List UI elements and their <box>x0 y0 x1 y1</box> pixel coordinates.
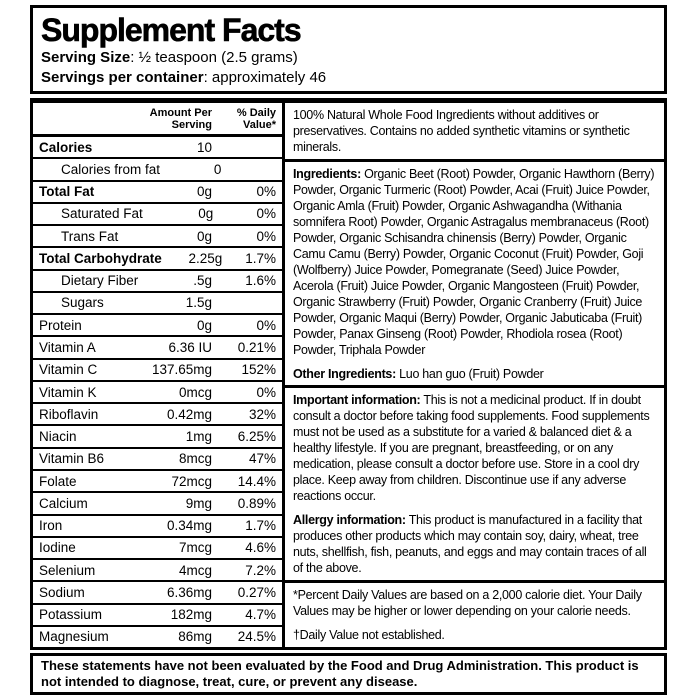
nutrient-daily-value: 7.2% <box>245 562 276 578</box>
table-row <box>33 137 282 157</box>
nutrient-amount: 0g <box>196 184 212 200</box>
serving-size-value: : ½ teaspoon (2.5 grams) <box>130 49 298 66</box>
section-natural-claim <box>285 103 664 162</box>
nutrient-amount: 6.36mg <box>166 584 212 600</box>
table-row <box>33 536 282 558</box>
table-row <box>33 580 282 602</box>
important-information-text: This is not a medicinal product. If in doubt consult a doctor before taking food supplements. Food supplements must not be used as a substitute for a varied & balanced diet & a healthy lifestyle. If you are pregnant, breastfeeding, or on any medication, please consult a doctor before use. Store in a cool dry place. Keep away from children. Discontinue use if any adverse reactions occur. <box>293 393 650 504</box>
table-row <box>33 514 282 536</box>
nutrient-amount: 86mg <box>178 629 212 645</box>
nutrient-name: Niacin <box>39 429 77 445</box>
nutrient-daily-value: 47% <box>248 451 276 467</box>
info-column <box>285 103 664 647</box>
section-ingredients <box>285 162 664 388</box>
table-row <box>33 491 282 513</box>
fda-disclaimer-box <box>30 653 667 695</box>
nutrient-amount: 7mcg <box>178 540 212 556</box>
table-row <box>33 558 282 580</box>
other-ingredients-paragraph <box>293 366 656 382</box>
nutrient-amount: 9mg <box>185 495 212 511</box>
table-row <box>33 224 282 246</box>
dagger-footnote: †Daily Value not established. <box>293 628 445 642</box>
nutrient-amount: 10 <box>196 139 212 155</box>
table-row <box>33 358 282 380</box>
table-row <box>33 469 282 491</box>
nutrient-daily-value: 6.25% <box>237 429 276 445</box>
nutrient-name: Trans Fat <box>61 228 119 244</box>
ingredients-label: Ingredients: <box>293 167 361 181</box>
nutrient-daily-value: 24.5% <box>237 629 276 645</box>
nutrient-name: Riboflavin <box>39 406 99 422</box>
nutrient-amount: 1.5g <box>185 295 212 311</box>
nutrient-daily-value: 4.6% <box>245 540 276 556</box>
nutrient-name: Sugars <box>61 295 104 311</box>
nutrient-name: Saturated Fat <box>61 206 143 222</box>
column-header-amount: Amount Per Serving <box>149 107 212 131</box>
table-row <box>33 424 282 446</box>
section-footnotes <box>285 583 664 647</box>
nutrient-amount: 0g <box>196 228 212 244</box>
nutrient-name: Magnesium <box>39 629 109 645</box>
nutrient-name: Calories <box>39 139 93 155</box>
nutrient-amount: 0g <box>198 206 214 222</box>
table-row <box>33 202 282 224</box>
table-row <box>33 157 282 179</box>
nutrient-daily-value: 0.21% <box>237 340 276 356</box>
table-row <box>33 269 282 291</box>
nutrient-name: Vitamin B6 <box>39 451 105 467</box>
natural-claim-text: 100% Natural Whole Food Ingredients without additives or preservatives. Contains no added synthetic vitamins or synthetic minerals. <box>293 108 630 154</box>
page-title: Supplement Facts <box>41 12 301 48</box>
nutrient-amount: 137.65mg <box>151 362 212 378</box>
table-row <box>33 603 282 625</box>
nutrient-amount: 6.36 IU <box>168 340 212 356</box>
nutrient-name: Folate <box>39 473 77 489</box>
nutrient-amount: 0 <box>213 161 222 177</box>
table-row <box>33 313 282 335</box>
nutrient-name: Calcium <box>39 495 88 511</box>
nutrient-amount: 2.25g <box>188 250 223 266</box>
servings-per-container-line <box>41 69 654 87</box>
table-row <box>33 291 282 313</box>
table-row <box>33 180 282 202</box>
nutrient-name: Selenium <box>39 562 96 578</box>
nutrient-daily-value: 152% <box>241 362 276 378</box>
nutrient-name: Total Fat <box>39 184 95 200</box>
table-row <box>33 625 282 647</box>
nutrient-name: Potassium <box>39 607 103 623</box>
table-header-row <box>33 103 282 137</box>
nutrient-daily-value: 14.4% <box>237 473 276 489</box>
important-information-label: Important information: <box>293 393 421 408</box>
serving-size-line <box>41 49 654 67</box>
nutrient-name: Total Carbohydrate <box>39 250 162 266</box>
nutrient-daily-value: 0% <box>256 317 276 333</box>
nutrient-daily-value: 1.6% <box>245 273 276 289</box>
allergy-information-paragraph <box>293 512 656 576</box>
nutrient-daily-value: 0.89% <box>237 495 276 511</box>
ingredients-paragraph <box>293 166 656 358</box>
nutrient-name: Calories from fat <box>61 161 161 177</box>
column-header-daily-value: % Daily Value* <box>236 107 276 131</box>
nutrient-amount: 8mcg <box>178 451 212 467</box>
nutrient-daily-value: 1.7% <box>245 518 276 534</box>
label-header <box>30 5 667 94</box>
table-row <box>33 402 282 424</box>
nutrient-amount: 0mcg <box>178 384 212 400</box>
nutrient-daily-value: 0% <box>256 206 276 222</box>
nutrient-daily-value: 0% <box>256 184 276 200</box>
main-panel <box>30 98 667 650</box>
nutrient-daily-value: 0.27% <box>237 584 276 600</box>
other-ingredients-text: Luo han guo (Fruit) Powder <box>399 367 544 381</box>
nutrient-daily-value: 1.7% <box>245 250 276 266</box>
nutrient-daily-value: 4.7% <box>245 607 276 623</box>
nutrient-amount: 0g <box>196 317 212 333</box>
nutrient-amount: .5g <box>193 273 212 289</box>
nutrient-name: Vitamin A <box>39 340 96 356</box>
table-row <box>33 246 282 268</box>
important-information-paragraph <box>293 392 656 504</box>
nutrient-name: Vitamin K <box>39 384 97 400</box>
nutrient-daily-value: 0% <box>256 384 276 400</box>
nutrient-amount: 72mcg <box>171 473 212 489</box>
daily-value-footnote: *Percent Daily Values are based on a 2,000 calorie diet. Your Daily Values may be higher or lower depending on your calorie needs. <box>293 588 642 618</box>
nutrient-name: Iodine <box>39 540 76 556</box>
section-warnings <box>285 388 664 583</box>
serving-size-label: Serving Size <box>41 49 131 66</box>
fda-disclaimer-text: These statements have not been evaluated by the Food and Drug Administration. This product is not intended to diagnose, treat, cure, or prevent any disease. <box>41 658 639 689</box>
allergy-information-text: This product is manufactured in a facility that produces other products which may contain soy, dairy, wheat, tree nuts, shellfish, fish, peanuts, and eggs and may contain traces of all of the above. <box>293 513 647 576</box>
nutrient-rows <box>33 137 282 647</box>
servings-value: : approximately 46 <box>203 69 327 86</box>
nutrient-amount: 0.42mg <box>166 406 212 422</box>
nutrient-name: Protein <box>39 317 82 333</box>
nutrient-amount: 4mcg <box>178 562 212 578</box>
nutrient-amount: 182mg <box>170 607 212 623</box>
ingredients-text: Organic Beet (Root) Powder, Organic Hawthorn (Berry) Powder, Organic Turmeric (Root) Powder, Acai (Fruit) Juice Powder, Organic Amla (Fruit) Powder, Organic Ashwagandha (Withania somnifera Root) Powder, Organic Astragalus membranaceus (Root) Powder, Organic Schisandra chinensis (Berry) Powder, Organic Camu Camu (Berry) Powder, Organic Coconut (Fruit) Powder, Goji (Wolfberry) Juice Powder, Pomegranate (Seed) Juice Powder, Acerola (Fruit) Juice Powder, Organic Mangosteen (Fruit) Powder, Organic Strawberry (Fruit) Powder, Organic Cranberry (Fruit) Juice Powder, Organic Maqui (Berry) Powder, Organic Jabuticaba (Fruit) Powder, Panax Ginseng (Root) Powder, Rhodiola rosea (Root) Powder, Triphala Powder <box>293 167 655 357</box>
nutrient-amount: 0.34mg <box>166 518 212 534</box>
nutrient-daily-value: 32% <box>248 406 276 422</box>
table-row <box>33 380 282 402</box>
nutrient-name: Sodium <box>39 584 85 600</box>
nutrient-daily-value: 0% <box>256 228 276 244</box>
servings-label: Servings per container <box>41 69 204 86</box>
other-ingredients-label: Other Ingredients: <box>293 367 396 381</box>
nutrient-table <box>33 103 285 647</box>
supplement-facts-label <box>30 5 667 695</box>
nutrient-amount: 1mg <box>185 429 212 445</box>
table-row <box>33 447 282 469</box>
table-row <box>33 335 282 357</box>
nutrient-name: Iron <box>39 518 63 534</box>
allergy-information-label: Allergy information: <box>293 513 406 528</box>
nutrient-name: Vitamin C <box>39 362 98 378</box>
nutrient-name: Dietary Fiber <box>61 273 139 289</box>
